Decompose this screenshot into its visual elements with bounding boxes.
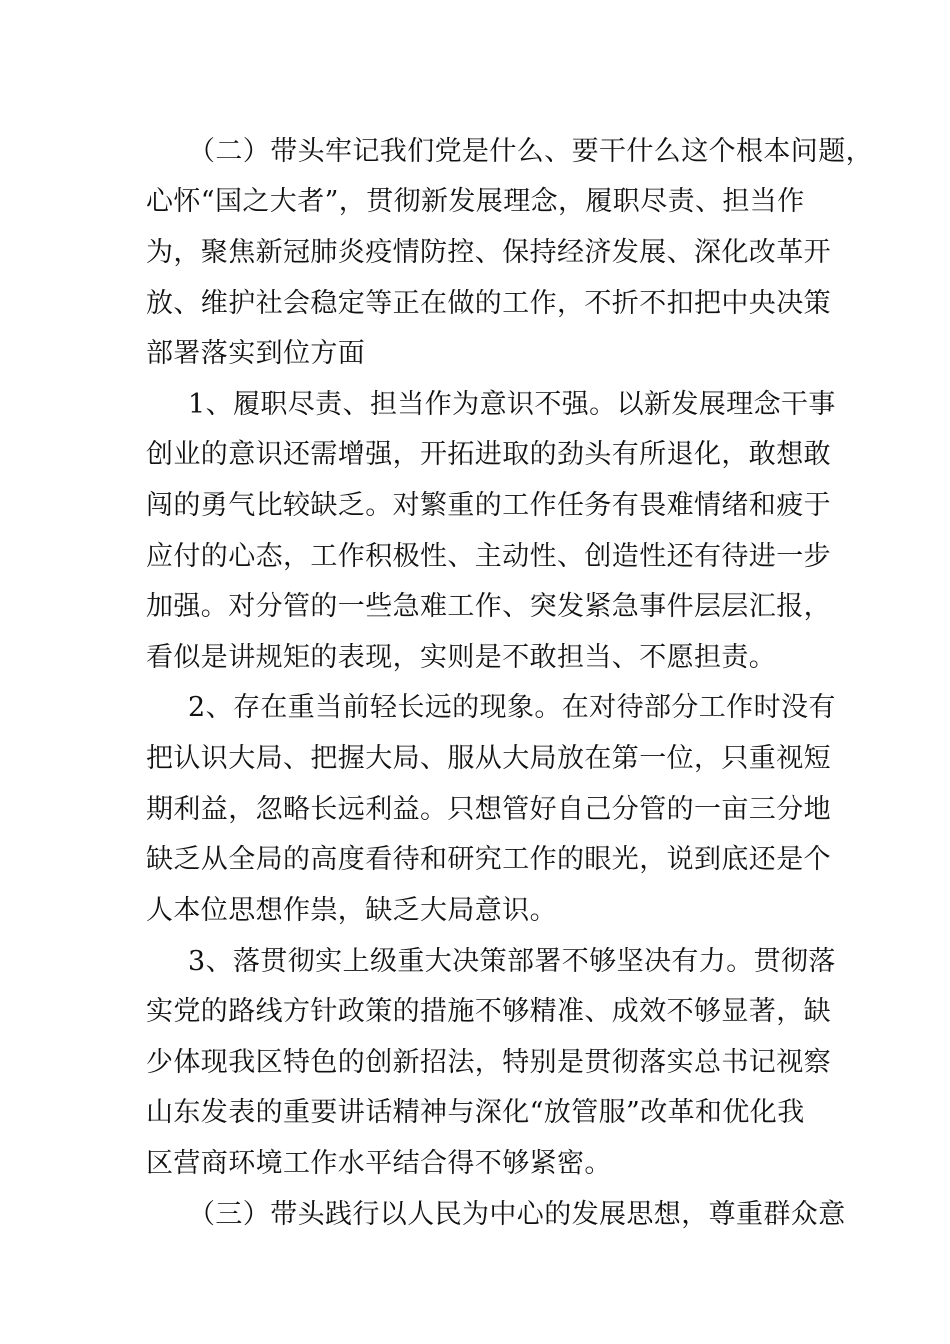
text-line: 人本位思想作祟，缺乏大局意识。 (146, 895, 557, 926)
text-line: 创业的意识还需增强，开拓进取的劲头有所退化，敢想敢 (146, 439, 831, 470)
text-line: 实党的路线方针政策的措施不够精准、成效不够显著，缺 (146, 996, 831, 1027)
text-line: 2、存在重当前轻长远的现象。在对待部分工作时没有 (188, 692, 836, 723)
text-line: 1、履职尽责、担当作为意识不强。以新发展理念干事 (188, 389, 836, 420)
text-line: 闯的勇气比较缺乏。对繁重的工作任务有畏难情绪和疲于 (146, 490, 831, 521)
text-line: 少体现我区特色的创新招法，特别是贯彻落实总书记视察 (146, 1047, 831, 1078)
text-line: 加强。对分管的一些急难工作、突发紧急事件层层汇报， (146, 591, 831, 622)
text-line: （二）带头牢记我们党是什么、要干什么这个根本问题， (188, 136, 873, 167)
text-line: 期利益，忽略长远利益。只想管好自己分管的一亩三分地 (146, 794, 831, 825)
text-line: 为，聚焦新冠肺炎疫情防控、保持经济发展、深化改革开 (146, 237, 831, 268)
text-line: 放、维护社会稳定等正在做的工作，不折不扣把中央决策 (146, 288, 831, 319)
text-line: 3、落贯彻实上级重大决策部署不够坚决有力。贯彻落 (188, 946, 836, 977)
text-line: 山东发表的重要讲话精神与深化“放管服”改革和优化我 (146, 1097, 805, 1128)
text-line: （三）带头践行以人民为中心的发展思想，尊重群众意 (188, 1199, 846, 1230)
text-line: 心怀“国之大者”，贯彻新发展理念，履职尽责、担当作 (146, 186, 805, 217)
text-line: 应付的心态，工作积极性、主动性、创造性还有待进一步 (146, 541, 831, 572)
text-line: 部署落实到位方面 (146, 338, 366, 369)
text-line: 看似是讲规矩的表现，实则是不敢担当、不愿担责。 (146, 642, 777, 673)
text-line: 区营商环境工作水平结合得不够紧密。 (146, 1148, 612, 1179)
text-line: 把认识大局、把握大局、服从大局放在第一位，只重视短 (146, 743, 831, 774)
text-line: 缺乏从全局的高度看待和研究工作的眼光，说到底还是个 (146, 844, 831, 875)
